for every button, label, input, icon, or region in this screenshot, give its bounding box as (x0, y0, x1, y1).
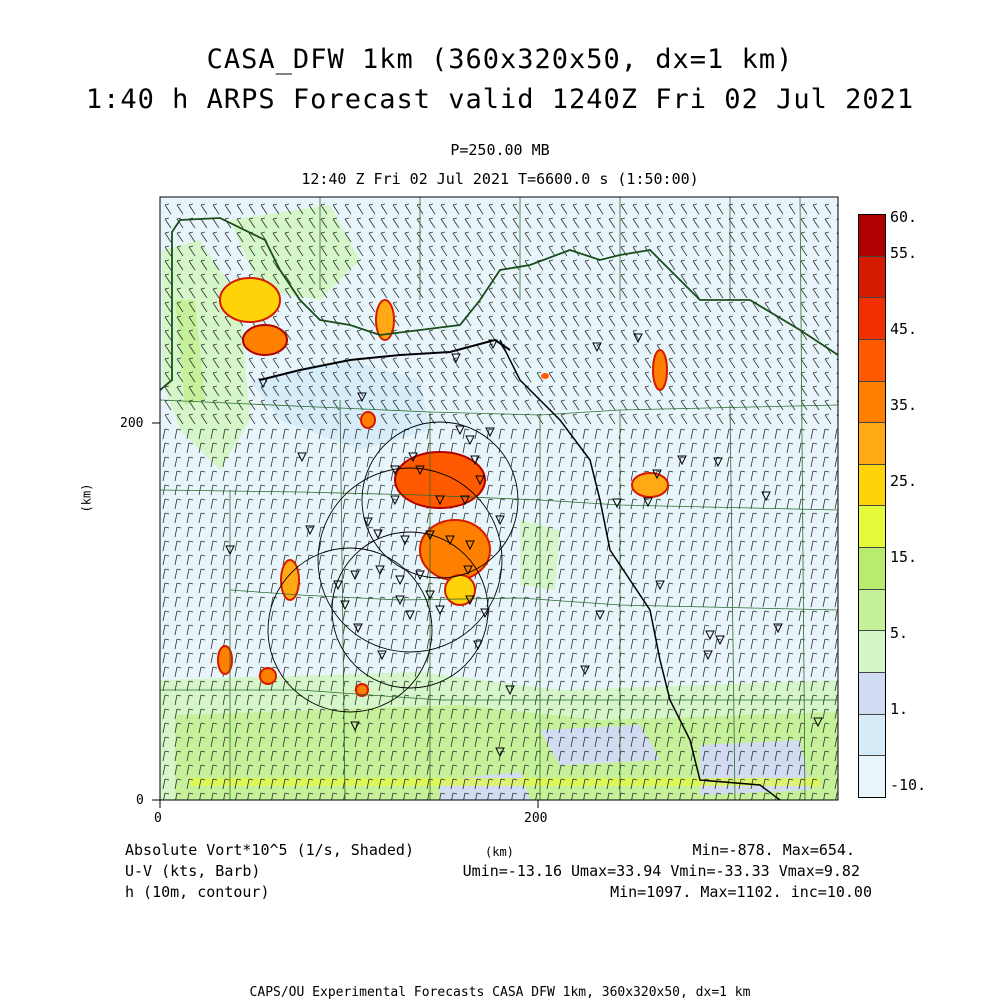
x-axis-label: (km) (485, 845, 514, 859)
colorbar-swatch (859, 340, 885, 382)
field-stats-wind: Umin=-13.16 Umax=33.94 Vmin=-33.33 Vmax=9.82 (462, 862, 860, 880)
colorbar-swatch (859, 631, 885, 673)
colorbar-label: 25. (890, 472, 918, 490)
colorbar-swatch (859, 506, 885, 548)
colorbar-label: 45. (890, 320, 918, 338)
valid-time-label: 12:40 Z Fri 02 Jul 2021 T=6600.0 s (1:50:00) (301, 170, 699, 188)
colorbar-swatch (859, 715, 885, 757)
y-tick-0: 0 (136, 793, 144, 808)
chart-title: CASA_DFW 1km (360x320x50, dx=1 km) (206, 44, 794, 75)
colorbar-swatch (859, 548, 885, 590)
x-tick-0: 0 (154, 811, 162, 826)
colorbar-swatch (859, 465, 885, 507)
colorbar-label: 15. (890, 548, 918, 566)
colorbar-swatch (859, 257, 885, 299)
field-stats-height: Min=1097. Max=1102. inc=10.00 (610, 883, 872, 901)
colorbar-label: 5. (890, 624, 909, 642)
x-tick-200: 200 (524, 811, 548, 826)
colorbar-swatch (859, 756, 885, 797)
colorbar-swatch (859, 423, 885, 465)
vort-shade-se (540, 725, 660, 765)
colorbar-label: 55. (890, 244, 918, 262)
credit-line: CAPS/OU Experimental Forecasts CASA DFW 1km, 360x320x50, dx=1 km (249, 985, 751, 1000)
colorbar-label: 60. (890, 208, 918, 226)
field-label-wind: U-V (kts, Barb) (125, 862, 261, 880)
colorbar-swatch (859, 215, 885, 257)
field-label-height: h (10m, contour) (125, 883, 270, 901)
colorbar-label: -10. (890, 776, 927, 794)
field-stats-vort: Min=-878. Max=654. (692, 841, 855, 859)
colorbar-swatch (859, 673, 885, 715)
colorbar-swatch (859, 590, 885, 632)
y-axis-label: (km) (79, 483, 94, 513)
colorbar-label: 35. (890, 396, 918, 414)
pressure-level-label: P=250.00 MB (450, 141, 550, 159)
colorbar-label: 1. (890, 700, 909, 718)
colorbar (858, 214, 886, 798)
chart-subtitle: 1:40 h ARPS Forecast valid 1240Z Fri 02 Jul 2021 (85, 84, 915, 115)
y-tick-200: 200 (120, 416, 144, 431)
colorbar-swatch (859, 382, 885, 424)
field-label-vort: Absolute Vort*10^5 (1/s, Shaded) (125, 841, 414, 859)
colorbar-swatch (859, 298, 885, 340)
